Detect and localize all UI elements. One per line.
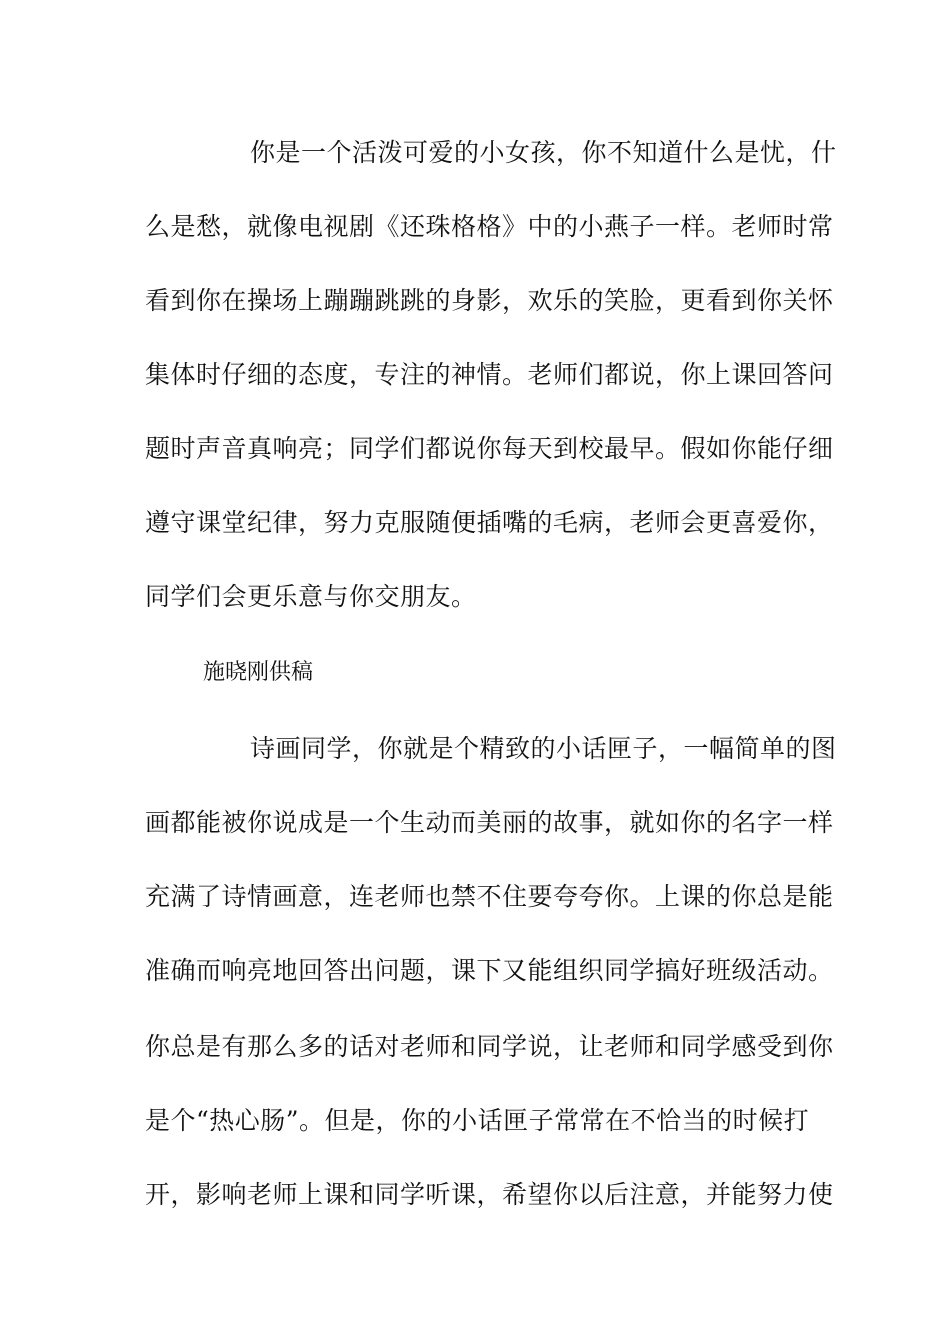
paragraph-line: 画都能被你说成是一个生动而美丽的故事，就如你的名字一样	[145, 808, 834, 837]
paragraph-line: 看到你在操场上蹦蹦跳跳的身影，欢乐的笑脸，更看到你关怀	[145, 286, 834, 315]
paragraph-line: 你总是有那么多的话对老师和同学说，让老师和同学感受到你	[145, 1032, 834, 1061]
paragraph-line: 遵守课堂纪律，努力克服随便插嘴的毛病，老师会更喜爱你，	[145, 508, 834, 537]
paragraph-line: 同学们会更乐意与你交朋友。	[145, 582, 477, 611]
paragraph-line: 诗画同学，你就是个精致的小话匣子，一幅简单的图	[250, 734, 837, 763]
paragraph-line: 准确而响亮地回答出问题，课下又能组织同学搞好班级活动。	[145, 956, 834, 985]
paragraph-line: 充满了诗情画意，连老师也禁不住要夸夸你。上课的你总是能	[145, 882, 834, 911]
paragraph-line: 集体时仔细的态度，专注的神情。老师们都说，你上课回答问	[145, 360, 834, 389]
paragraph-line: 么是愁，就像电视剧《还珠格格》中的小燕子一样。老师时常	[145, 212, 834, 241]
paragraph-line: 题时声音真响亮；同学们都说你每天到校最早。假如你能仔细	[145, 434, 834, 463]
paragraph-line: 开，影响老师上课和同学听课，希望你以后注意，并能努力使	[145, 1180, 834, 1209]
byline: 施晓刚供稿	[203, 660, 314, 685]
paragraph-line: 你是一个活泼可爱的小女孩，你不知道什么是忧，什	[250, 138, 837, 167]
paragraph-line: 是个“热心肠”。但是，你的小话匣子常常在不恰当的时候打	[145, 1106, 810, 1135]
